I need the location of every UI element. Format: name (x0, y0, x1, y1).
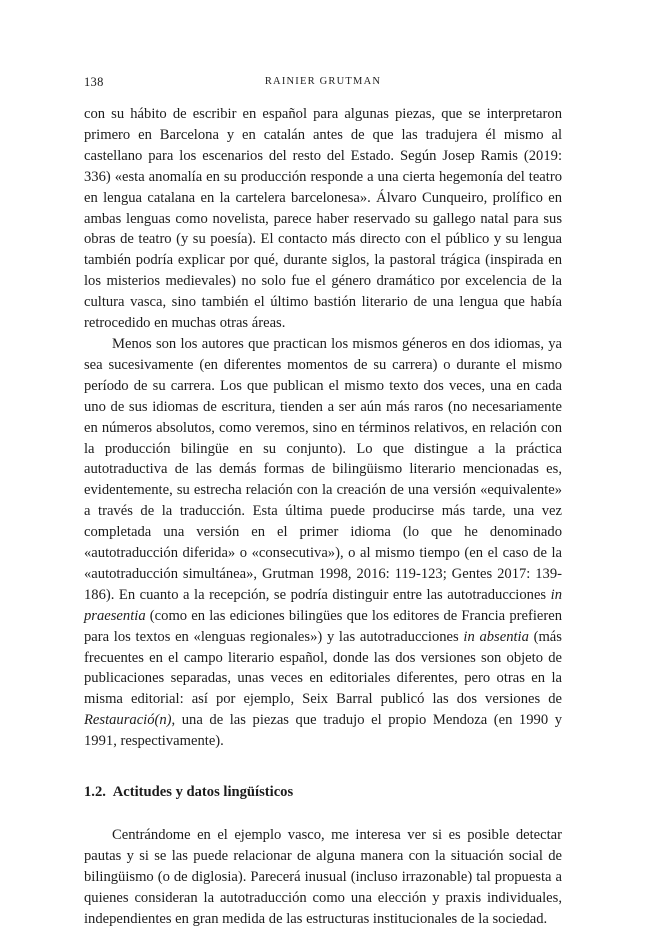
running-title: RAINIER GRUTMAN (264, 76, 382, 87)
paragraph-bilingual-genres (84, 334, 562, 752)
paragraph-basque-example (84, 825, 562, 930)
paragraph-text: , una de las piezas que tradujo el propio Mendoza (en 1990 y 1991, respectivamente). (84, 712, 562, 750)
paragraph-text: (como en las ediciones bilingües que los editores de Francia prefieren para los textos en «lenguas regionales») y las autotraducciones (84, 607, 562, 645)
italic-term: in absentia (463, 628, 529, 645)
paragraph-text: Menos son los autores que practican los mismos géneros en dos idiomas, ya sea sucesivamente (en diferentes momentos de su carrera) o durante el mismo período de su carrera. Los que publican el mismo texto dos veces, una en cada uno de sus idiomas de escritura, tienden a ser aún más raros (no necesariamente en números absolutos, como veremos, sino en términos relativos, en relación con la producción bilingüe en su conjunto). Lo que distingue a la práctica autotraductiva de las demás formas de bilingüismo literario mencionadas es, evidentemente, su estrecha relación con la creación de una versión «equivalente» a través de la traducción. Esta última puede producirse más tarde, una vez completada una versión en el primer idioma (lo que he denominado «autotraducción diferida» o «consecutiva»), o al mismo tiempo (en el caso de la «autotraducción simultánea», Grutman 1998, 2016: 119-123; Gentes 2017: 139-186). En cuanto a la recepción, se podría distinguir entre las autotraducciones (84, 335, 562, 603)
paragraph-text: Centrándome en el ejemplo vasco, me interesa ver si es posible detectar pautas y si se las puede relacionar de alguna manera con la situación social de bilingüismo (o de diglosia). Parecerá inusual (incluso irrazonable) tal propuesta a quienes consideran la autotraducción como una elección y praxis individuales, independientes en gran medida de las estructuras institucionales de la sociedad. (84, 827, 562, 927)
section-heading (84, 782, 562, 803)
paragraph-text: con su hábito de escribir en español para algunas piezas, que se interpretaron primero en Barcelona y en catalán antes de que las tradujera él mismo al castellano para los escenarios del resto del Estado. Según Josep Ramis (2019: 336) «esta anomalía en su producción responde a una cierta hegemonía del teatro en lengua catalana en la cartelera barcelonesa». Álvaro Cunqueiro, prolífico en ambas lenguas como novelista, parece haber reservado su gallego natal para sus obras de teatro (y su poesía). El contacto más directo con el público y su lengua también podría explicar por qué, durante siglos, la pastoral trágica (inspirada en los misterios medievales) no solo fue el género dramático por excelencia de la cultura vasca, sino también el último bastión literario de una lengua que había retrocedido en muchas otras áreas. (84, 106, 562, 332)
body-text (84, 104, 562, 930)
section-title: Actitudes y datos lingüísticos (112, 784, 294, 801)
italic-term: in praesentia (84, 586, 562, 624)
italic-title: Restauració(n) (84, 712, 172, 729)
section-number: 1.2. (84, 784, 106, 801)
running-header (84, 75, 562, 95)
page-number: 138 (84, 75, 104, 89)
paragraph-text: (más frecuentes en el campo literario español, donde las dos versiones son objeto de publicaciones separadas, unas veces en editoriales diferentes, pero otras en la misma editorial: así por ejemplo, Seix Barral publicó las dos versiones de (84, 628, 562, 708)
paragraph-continued (84, 104, 562, 334)
